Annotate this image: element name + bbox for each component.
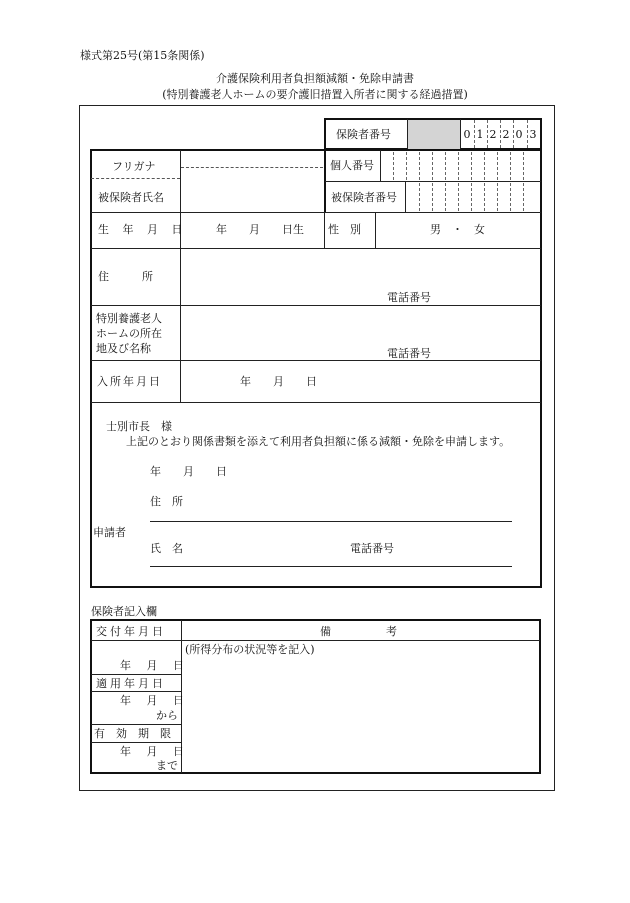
divider xyxy=(181,167,323,168)
divider xyxy=(432,152,433,180)
form-subtitle: (特別養護老人ホームの要介護旧措置入所者に関する経過措置) xyxy=(162,88,468,101)
entry-date-value: 年 月 日 xyxy=(240,375,317,388)
divider xyxy=(91,178,180,179)
divider xyxy=(432,183,433,211)
issue-date-label: 交付年月日 xyxy=(96,625,166,638)
insured-number-label: 被保険者番号 xyxy=(331,191,397,204)
divider xyxy=(91,248,541,249)
form-number: 様式第25号(第15条関係) xyxy=(80,49,205,62)
addressee: 士別市長 様 xyxy=(106,420,172,433)
facility-label-3: 地及び名称 xyxy=(96,342,151,355)
divider xyxy=(380,150,381,181)
application-statement: 上記のとおり関係書類を添えて利用者負担額に係る減額・免除を申請します。 xyxy=(126,435,511,448)
divider xyxy=(523,152,524,180)
divider xyxy=(91,640,540,641)
divider xyxy=(406,152,407,180)
applicant-address-label: 住 所 xyxy=(150,495,183,508)
entry-date-label: 入所年月日 xyxy=(97,375,162,388)
facility-label-1: 特別養護老人 xyxy=(96,312,162,325)
facility-label-2: ホームの所在 xyxy=(96,327,162,340)
insurer-digit: 2 xyxy=(502,128,510,141)
sex-label: 性 別 xyxy=(328,223,361,236)
valid-period-label: 有 効 期 限 xyxy=(94,727,171,740)
insurer-digit: 2 xyxy=(489,128,497,141)
divider xyxy=(91,305,541,306)
remarks-note: (所得分布の状況等を記入) xyxy=(185,643,315,656)
divider xyxy=(471,152,472,180)
divider xyxy=(458,152,459,180)
divider xyxy=(393,152,394,180)
divider xyxy=(91,402,541,403)
insurer-digit: 0 xyxy=(463,128,471,141)
divider xyxy=(460,119,461,149)
insured-name-label: 被保険者氏名 xyxy=(98,191,164,204)
divider xyxy=(510,152,511,180)
facility-phone-label: 電話番号 xyxy=(387,347,431,360)
address-label: 住 所 xyxy=(98,270,153,283)
divider xyxy=(325,181,541,182)
divider xyxy=(91,724,181,725)
divider xyxy=(91,360,541,361)
divider xyxy=(180,150,181,403)
divider xyxy=(324,213,325,248)
sex-value: 男 ・ 女 xyxy=(430,223,485,236)
divider xyxy=(445,152,446,180)
divider xyxy=(375,213,376,248)
divider xyxy=(419,152,420,180)
insurer-digit: 1 xyxy=(476,128,484,141)
insurer-section-label: 保険者記入欄 xyxy=(91,605,157,618)
divider xyxy=(150,521,512,522)
personal-number-label: 個人番号 xyxy=(330,159,374,172)
divider xyxy=(91,691,181,692)
applicant-name-label: 氏 名 xyxy=(150,542,183,555)
issue-date-ymd: 年 月 日 xyxy=(120,659,190,672)
insurer-digit: 0 xyxy=(515,128,523,141)
furigana-label: フリガナ xyxy=(112,160,156,173)
application-date: 年 月 日 xyxy=(150,465,227,478)
divider xyxy=(471,183,472,211)
valid-until: まで xyxy=(156,759,178,772)
valid-period-ymd: 年 月 日 xyxy=(120,745,190,758)
divider xyxy=(484,183,485,211)
divider xyxy=(405,181,406,212)
divider xyxy=(497,183,498,211)
apply-date-label: 適用年月日 xyxy=(96,677,166,690)
divider xyxy=(445,183,446,211)
main-table xyxy=(90,149,542,588)
divider xyxy=(497,152,498,180)
divider xyxy=(419,183,420,211)
insurer-digit: 3 xyxy=(529,128,537,141)
divider xyxy=(150,566,512,567)
form-title: 介護保険利用者負担額減額・免除申請書 xyxy=(216,72,414,85)
applicant-phone-label: 電話番号 xyxy=(350,542,394,555)
apply-from: から xyxy=(156,709,178,722)
birth-value: 年 月 日生 xyxy=(216,223,304,236)
birth-label: 生 年 月 日 xyxy=(98,223,188,236)
divider xyxy=(91,674,181,675)
divider xyxy=(458,183,459,211)
remarks-header: 備 考 xyxy=(320,625,397,638)
insurer-number-label: 保険者番号 xyxy=(336,128,391,141)
apply-date-ymd: 年 月 日 xyxy=(120,694,190,707)
divider xyxy=(484,152,485,180)
address-phone-label: 電話番号 xyxy=(387,291,431,304)
divider xyxy=(91,742,181,743)
divider xyxy=(91,212,541,213)
divider xyxy=(523,183,524,211)
applicant-label: 申請者 xyxy=(93,526,126,539)
insurer-shade xyxy=(408,120,460,149)
divider xyxy=(510,183,511,211)
